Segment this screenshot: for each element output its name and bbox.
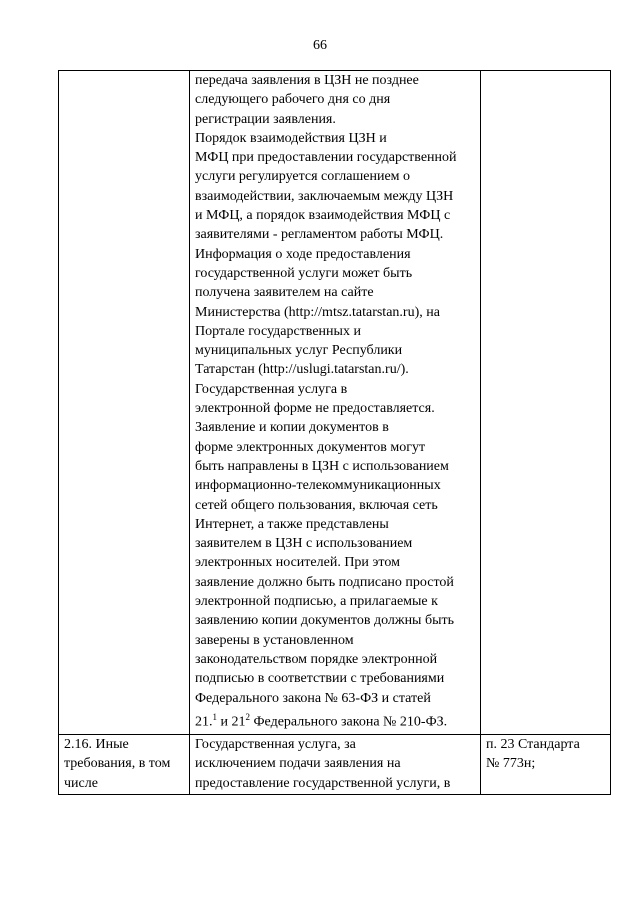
table-row [59,735,611,795]
table-cell-content [190,735,481,795]
reference-text: п. 23 Стандарта № 773н; [486,737,580,772]
content-text: Государственная услуга, за исключением подачи заявления на предоставление государственной услуги, в [195,737,451,791]
page-number: 66 [313,38,327,53]
table-cell-reference [481,735,611,795]
section-title: 2.16. Иные требования, в том числе [64,737,171,791]
table-cell-section [59,71,190,735]
table-row [59,71,611,735]
table-cell-reference [481,71,611,735]
content-text: передача заявления в ЦЗН не позднее следующего рабочего дня со дня регистрации заявления. Порядок взаимодействия ЦЗН и МФЦ при предоставлении государственной услуги регулируется соглашением о взаимодействии, заключаемым между ЦЗН и МФЦ, а порядок взаимодействия МФЦ с заявителями - регламентом работы МФЦ. Информация о ходе предоставления государственной услуги может быть получена заявителем на сайте Министерства (http://mtsz.tatarstan.ru), на Портале государственных и муниципальных услуг Республики Татарстан (http://uslugi.tatarstan.ru/). Государственная услуга в электронной форме не предоставляется. Заявление и копии документов в форме электронных документов могут быть направлены в ЦЗН с использованием информационно-телекоммуникационных сетей общего пользования, включая сеть Интернет, а также представлены заявителем в ЦЗН с использованием электронных носителей. При этом заявление должно быть подписано простой электронной подписью, а прилагаемые к заявлению копии документов должны быть заверены в установленном законодательством порядке электронной подписью в соответствии с требованиями Федерального закона № 63-ФЗ и статей [195,73,457,706]
regulation-table [58,70,611,795]
content-last-line: 21.$^1$ и $21^2$ Федерального закона № 210-ФЗ. [195,711,448,730]
table-cell-section [59,735,190,795]
table-cell-content [190,71,481,735]
